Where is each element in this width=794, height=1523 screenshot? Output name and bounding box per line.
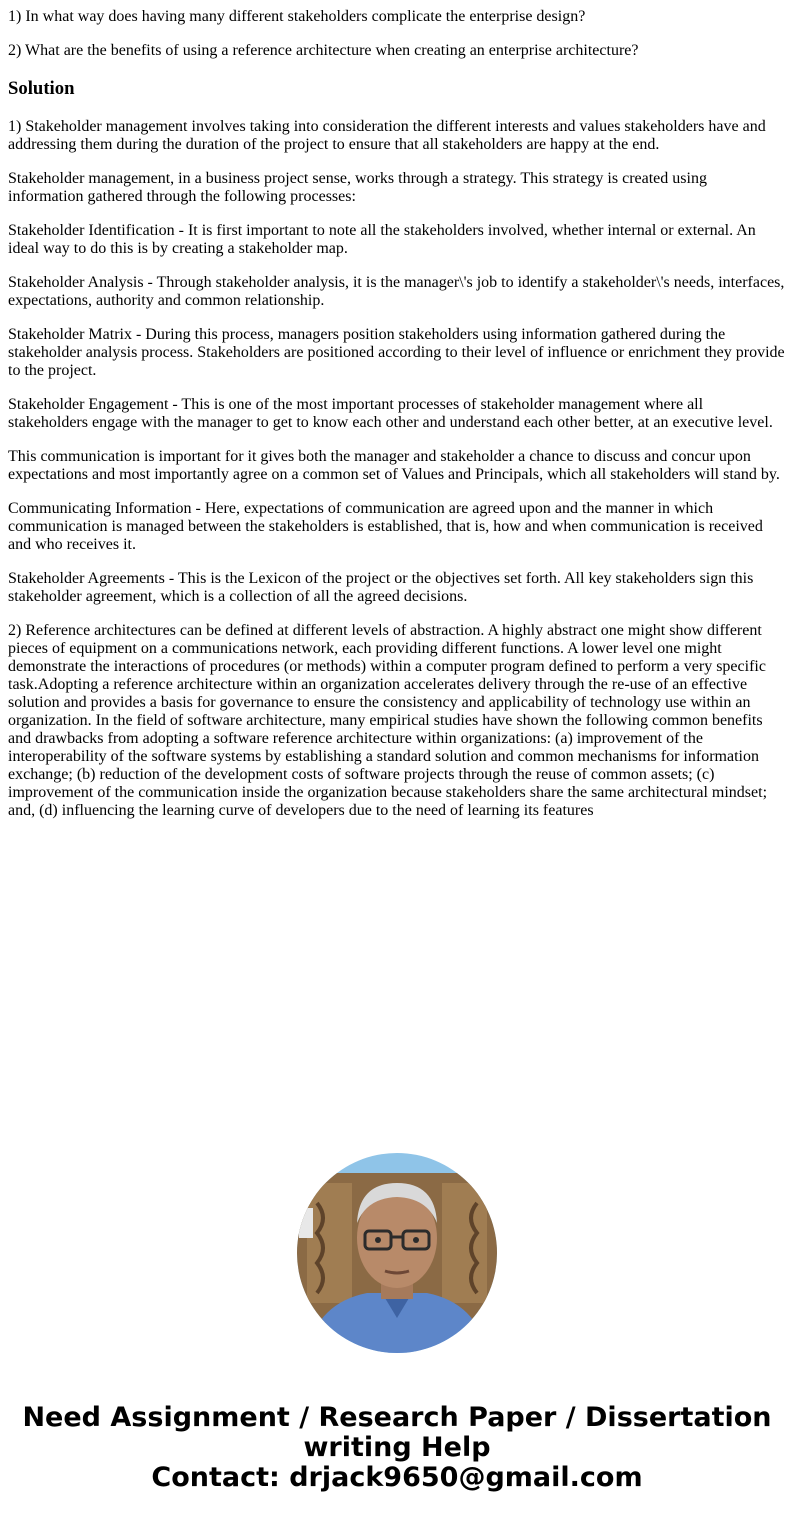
answer-paragraph: Stakeholder Matrix - During this process, managers position stakeholders using information gathered during the stakeholder analysis process. Stakeholders are positioned according to their level of influence or enrichment they provide to the project. xyxy=(8,326,785,379)
answer-paragraph: Stakeholder Engagement - This is one of the most important processes of stakeholder management where all stakeholders engage with the manager to get to know each other and understand each other better, at an executive level. xyxy=(8,396,773,431)
promo-line-2: writing Help xyxy=(303,1432,491,1463)
answer-paragraph: Stakeholder Identification - It is first important to note all the stakeholders involved, whether internal or external. An ideal way to do this is by creating a stakeholder map. xyxy=(8,222,756,257)
promo-banner xyxy=(0,1403,794,1493)
answer-paragraph: Stakeholder Analysis - Through stakeholder analysis, it is the manager\'s job to identify a stakeholder\'s needs, interfaces, expectations, authority and common relationship. xyxy=(8,274,785,309)
question-2: 2) What are the benefits of using a reference architecture when creating an enterprise architecture? xyxy=(8,42,639,59)
answer-paragraph: Communicating Information - Here, expectations of communication are agreed upon and the manner in which communication is managed between the stakeholders is established, that is, how and when communication is received and who receives it. xyxy=(8,500,763,553)
solution-heading: Solution xyxy=(8,78,75,99)
question-1: 1) In what way does having many different stakeholders complicate the enterprise design? xyxy=(8,8,586,25)
author-avatar xyxy=(297,1153,497,1353)
answer-paragraph: Stakeholder management, in a business project sense, works through a strategy. This strategy is created using information gathered through the following processes: xyxy=(8,170,707,205)
article xyxy=(8,0,786,820)
promo-line-1: Need Assignment / Research Paper / Dissertation xyxy=(22,1402,772,1433)
answer-paragraph: 2) Reference architectures can be defined at different levels of abstraction. A highly abstract one might show different pieces of equipment on a communications network, each providing different functions. A lower level one might demonstrate the interactions of procedures (or methods) within a computer program defined to perform a very specific task.Adopting a reference architecture within an organization accelerates delivery through the re-use of an effective solution and provides a basis for governance to ensure the consistency and applicability of technology use within an organization. In the field of software architecture, many empirical studies have shown the following common benefits and drawbacks from adopting a software reference architecture within organizations: (a) improvement of the interoperability of the software systems by establishing a standard solution and common mechanisms for information exchange; (b) reduction of the development costs of software projects through the reuse of common assets; (c) improvement of the communication inside the organization because stakeholders share the same architectural mindset; and, (d) influencing the learning curve of developers due to the need of learning its features xyxy=(8,622,768,819)
avatar-portrait-image xyxy=(297,1153,497,1353)
promo-contact: Contact: drjack9650@gmail.com xyxy=(151,1462,643,1493)
answer-paragraph: Stakeholder Agreements - This is the Lexicon of the project or the objectives set forth. All key stakeholders sign this stakeholder agreement, which is a collection of all the agreed decisions. xyxy=(8,570,754,605)
answer-paragraph: 1) Stakeholder management involves taking into consideration the different interests and values stakeholders have and addressing them during the duration of the project to ensure that all stakeholders are happy at the end. xyxy=(8,118,766,153)
answer-paragraph: This communication is important for it gives both the manager and stakeholder a chance to discuss and concur upon expectations and most importantly agree on a common set of Values and Principals, which all stakeholders will stand by. xyxy=(8,448,780,483)
